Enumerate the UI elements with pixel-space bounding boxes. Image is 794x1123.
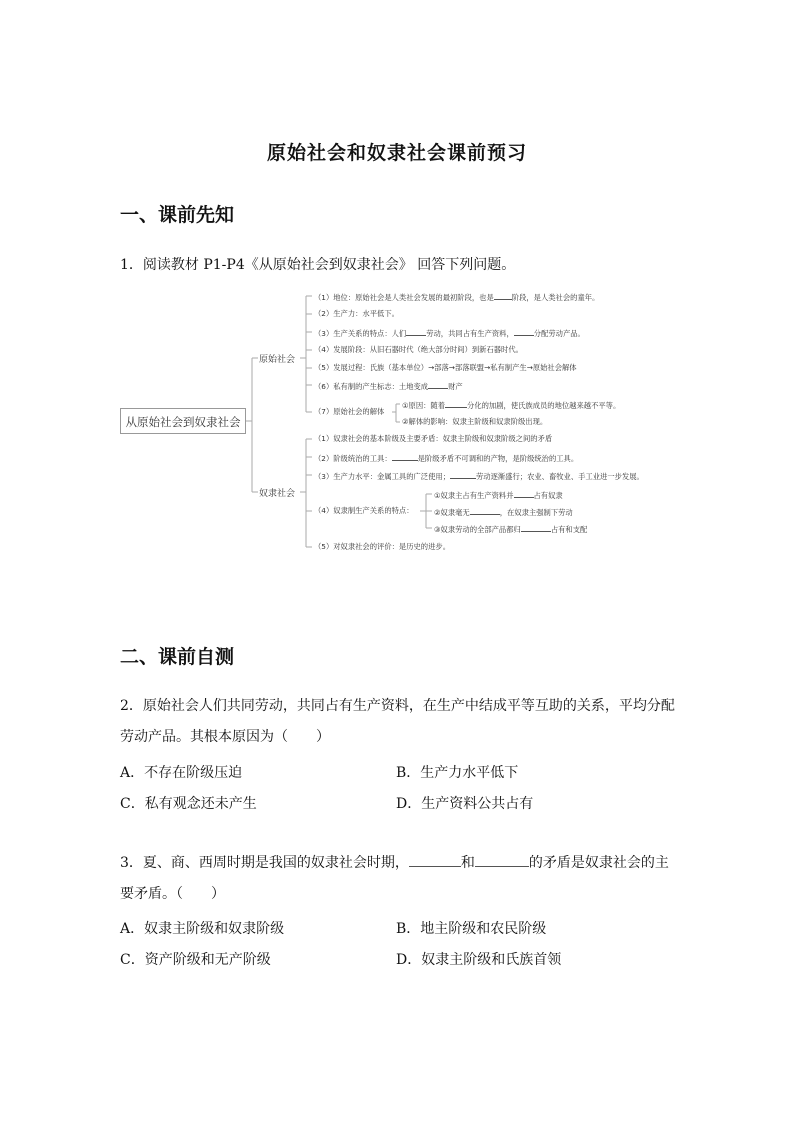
mind-map-root: 从原始社会到奴隶社会 <box>120 408 246 434</box>
slave-item-1: （1）奴隶社会的基本阶级及主要矛盾：奴隶主阶级和奴隶阶级之间的矛盾 <box>314 434 553 443</box>
blank <box>494 291 512 300</box>
question-2-stem-line2: 劳动产品。其根本原因为（ ） <box>120 729 330 745</box>
question-2-stem-line1: 2．原始社会人们共同劳动，共同占有生产资料，在生产中结成平等互助的关系，平均分配 <box>120 698 675 714</box>
page-title: 原始社会和奴隶社会课前预习 <box>266 142 527 164</box>
blank <box>406 327 426 336</box>
branch-primitive-society: 原始社会 <box>259 355 296 365</box>
primitive-item-1: （1）地位：原始社会是人类社会发展的最初阶段，也是 阶段，是人类社会的童年。 <box>314 293 600 302</box>
q3-option-a[interactable]: A．奴隶主阶级和奴隶阶级 <box>120 921 285 937</box>
slave-item-5: （5）对奴隶社会的评价：是历史的进步。 <box>314 542 450 551</box>
question-3-stem-line2: 要矛盾。（ ） <box>120 886 225 902</box>
slave-sub-1: ①奴隶主占有生产资料并 占有奴隶 <box>434 491 563 500</box>
blank <box>445 399 467 408</box>
blank <box>521 523 551 532</box>
question-3 <box>120 848 680 910</box>
q3-option-c[interactable]: C．资产阶级和无产阶级 <box>120 952 271 968</box>
answer-blank[interactable] <box>409 852 461 867</box>
slave-item-4: （4）奴隶制生产关系的特点： <box>314 506 414 515</box>
primitive-item-5: （5）发展过程：氏族（基本单位）→部落→部落联盟→私有制产生→原始社会解体 <box>314 363 577 372</box>
blank <box>392 452 418 461</box>
slave-sub-3: ③奴隶劳动的全部产品都归 占有和支配 <box>434 525 588 534</box>
blank <box>514 327 534 336</box>
primitive-item-6: （6）私有制的产生标志：土地变成 财产 <box>314 382 463 391</box>
section-heading-self-test: 二、课前自测 <box>120 646 235 668</box>
blank <box>450 470 476 479</box>
question-1: 1．阅读教材 P1-P4《从原始社会到奴隶社会》 回答下列问题。 <box>120 257 516 273</box>
primitive-item-4: （4）发展阶段：从旧石器时代（绝大部分时间）到新石器时代。 <box>314 345 523 354</box>
blank <box>514 489 534 498</box>
q3-option-d[interactable]: D．奴隶主阶级和氏族首领 <box>396 952 562 968</box>
question-3-stem-line1: 3．夏、商、西周时期是我国的奴隶社会时期， 和 的矛盾是奴隶社会的主 <box>120 848 680 879</box>
primitive-item-2: （2）生产力：水平低下。 <box>314 309 399 318</box>
section-heading-preview: 一、课前先知 <box>120 204 235 226</box>
q3-option-b[interactable]: B．地主阶级和农民阶级 <box>396 921 547 937</box>
blank <box>470 506 500 515</box>
primitive-sub-2: ②解体的影响：奴隶主阶级和奴隶阶级出现。 <box>402 417 548 426</box>
slave-item-3: （3）生产力水平：金属工具的广泛使用； 劳动逐渐盛行；农业、畜牧业、手工业进一步发展。 <box>314 472 644 481</box>
branch-slave-society: 奴隶社会 <box>259 489 296 499</box>
slave-sub-2: ②奴隶毫无 ，在奴隶主强制下劳动 <box>434 508 573 517</box>
q2-option-c[interactable]: C．私有观念还未产生 <box>120 796 257 812</box>
primitive-item-7: （7）原始社会的解体 <box>314 407 385 416</box>
q2-option-d[interactable]: D．生产资料公共占有 <box>396 796 534 812</box>
q2-option-a[interactable]: A．不存在阶级压迫 <box>120 765 243 781</box>
primitive-sub-1: ①原因：随着 分化的加剧，使氏族成员的地位越来越不平等。 <box>402 401 621 410</box>
primitive-item-3: （3）生产关系的特点：人们 劳动，共同占有生产资料， 分配劳动产品。 <box>314 329 585 338</box>
blank <box>428 380 448 389</box>
question-2 <box>120 691 680 753</box>
q2-option-b[interactable]: B．生产力水平低下 <box>396 765 519 781</box>
slave-item-2: （2）阶级统治的工具： 是阶级矛盾不可调和的产物，是阶级统治的工具。 <box>314 454 579 463</box>
answer-blank[interactable] <box>475 852 529 867</box>
